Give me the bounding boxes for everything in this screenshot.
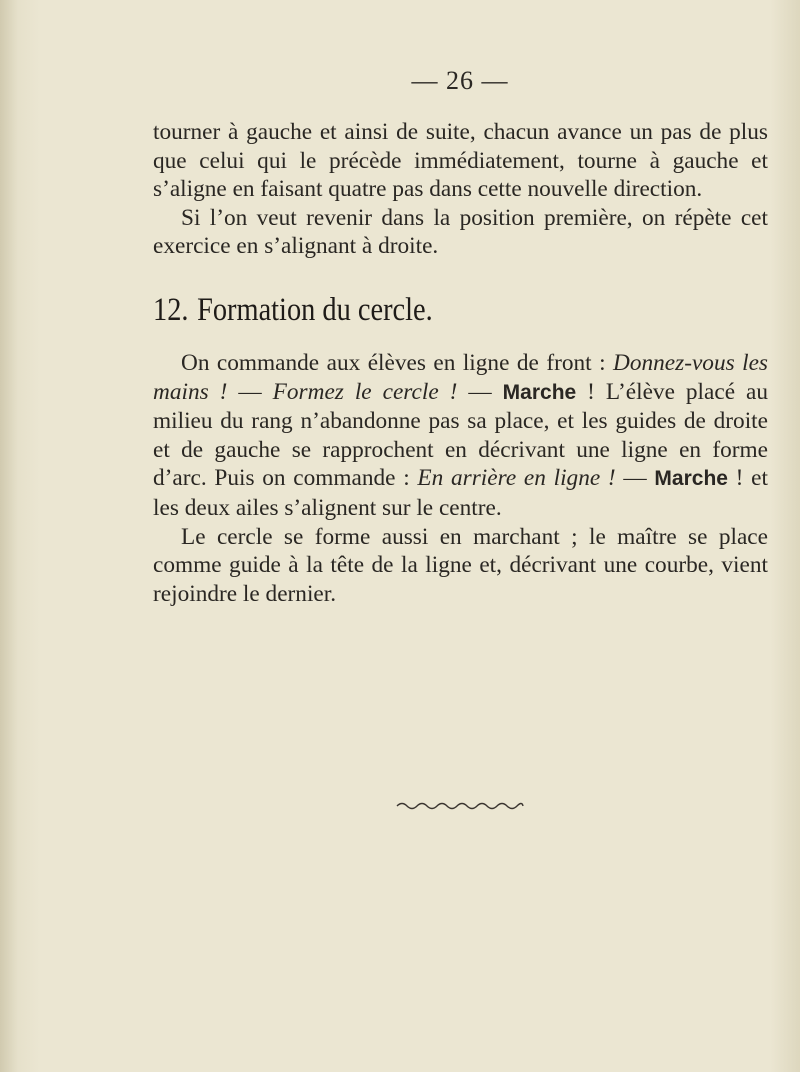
text-run: —	[457, 378, 503, 405]
wavy-ornament-icon	[395, 800, 525, 812]
section-number: 12.	[153, 291, 189, 328]
command-italic: Donnez-vous les mains !	[153, 349, 768, 405]
paragraph-circle: Le cercle se forme aussi en marchant ; le maître se place comme guide à la tête de la ligne et, décrivant une courbe, vient rejoindre le dernier.	[153, 523, 768, 607]
text-run: ! et les deux ailes s’alignent sur le centre.	[153, 465, 768, 521]
command-bold: Marche	[502, 380, 577, 404]
section-title: Formation du cercle.	[197, 291, 433, 328]
command-italic: En arrière en ligne !	[417, 465, 616, 492]
paragraph-commands	[153, 349, 768, 523]
text-run: On commande aux élèves en ligne de front :	[181, 349, 614, 376]
text-run: —	[227, 378, 273, 405]
page-number: — 26 —	[411, 66, 509, 95]
command-bold: Marche	[654, 467, 728, 491]
command-italic: Formez le cercle !	[272, 378, 458, 405]
text-run: ! L’élève placé au milieu du rang n’abandonne pas sa place, et les guides de droite et de gauche se rapprochent en décrivant une ligne en forme d’arc. Puis on commande :	[153, 378, 769, 492]
section-heading	[153, 291, 682, 329]
paragraph-repeat: Si l’on veut revenir dans la position première, on répète cet exercice en s’alignant à droite.	[153, 204, 768, 260]
text-run: —	[615, 465, 655, 492]
paragraph-continuation: tourner à gauche et ainsi de suite, chacun avance un pas de plus que celui qui le précède immédiatement, tourne à gauche et s’aligne en faisant quatre pas dans cette nouvelle direction.	[153, 119, 768, 203]
body-text	[153, 118, 768, 608]
